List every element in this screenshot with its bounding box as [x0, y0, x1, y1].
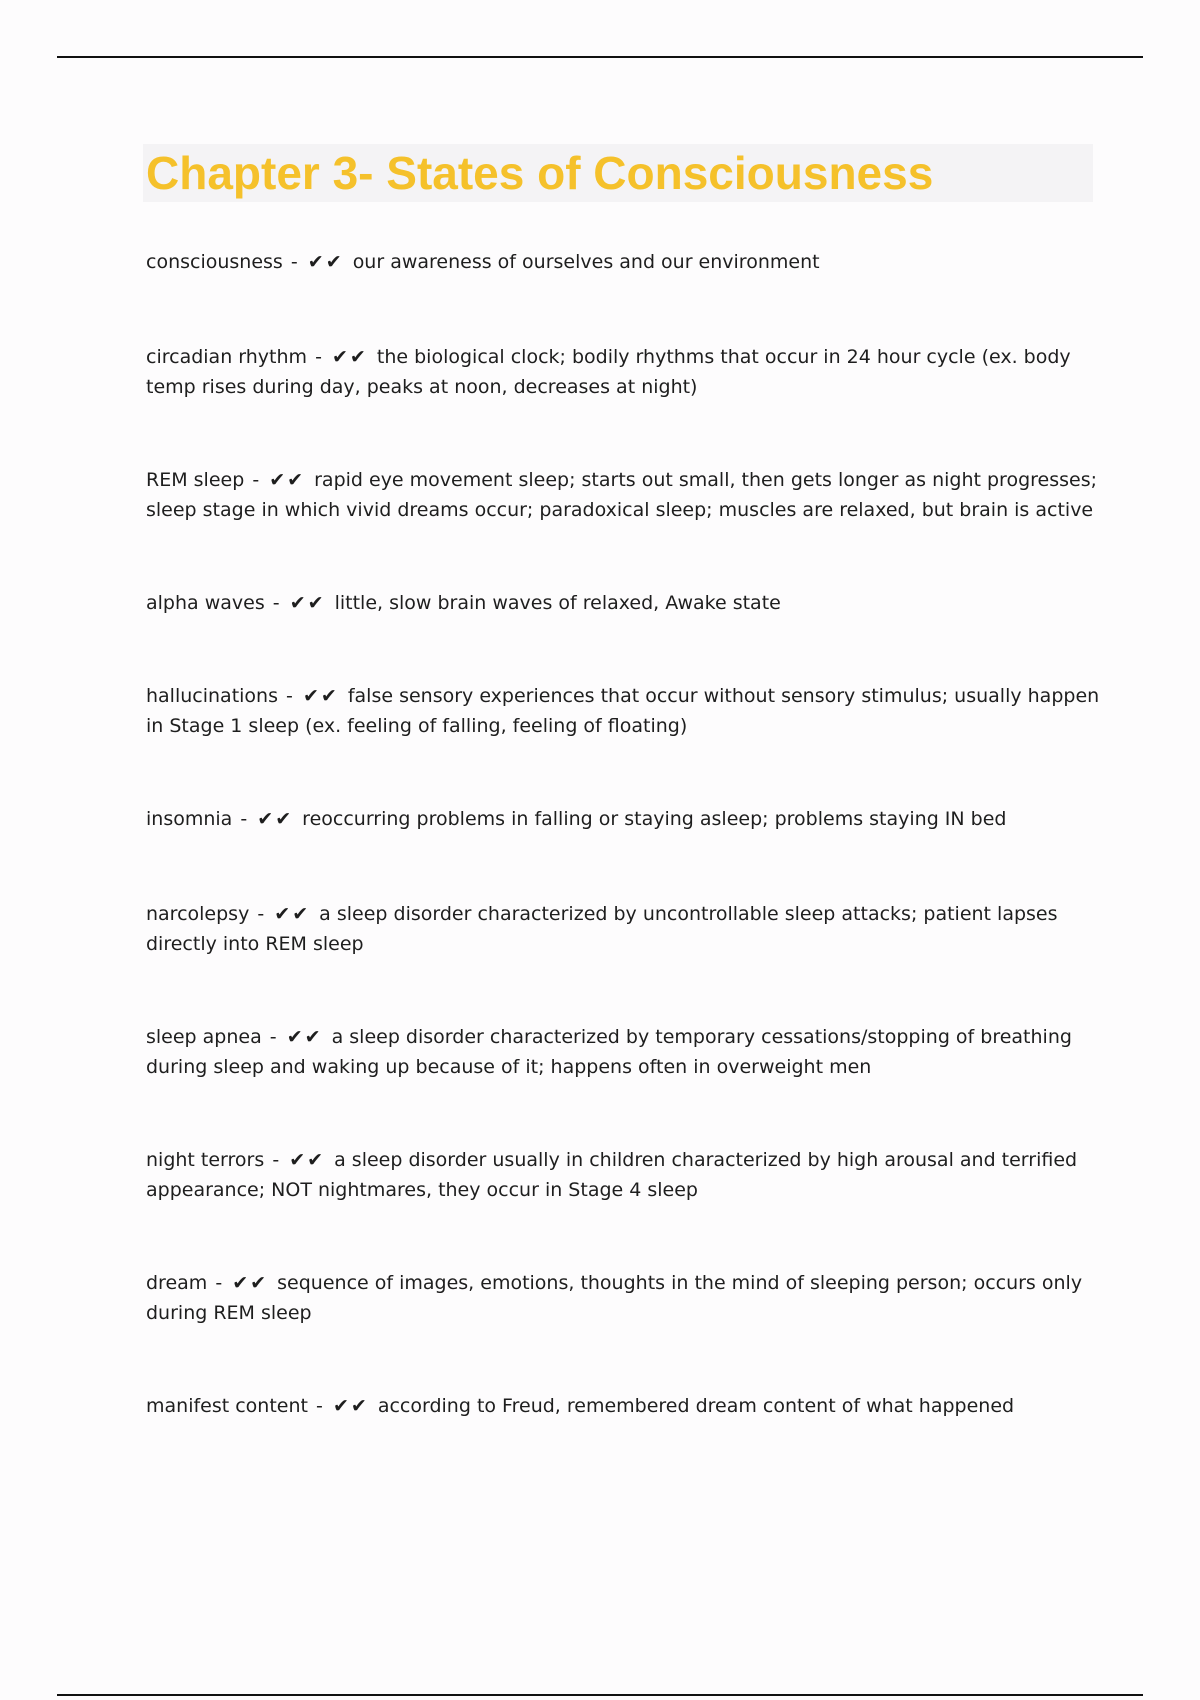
list-item [146, 465, 1106, 525]
double-check-icon: ✔✔ [332, 346, 368, 368]
list-item [146, 247, 1106, 277]
double-check-icon: ✔✔ [332, 1395, 369, 1417]
separator: - [252, 469, 260, 491]
separator: - [316, 1395, 323, 1417]
definition: according to Freud, remembered dream content of what happened [377, 1395, 1015, 1417]
double-check-icon: ✔✔ [274, 903, 311, 925]
double-check-icon: ✔✔ [232, 1272, 269, 1294]
bottom-rule [57, 1694, 1143, 1696]
definition: false sensory experiences that occur without sensory stimulus; usually happen in Stage 1 sleep (ex. feeling of falling, feeling of floating) [146, 685, 1100, 737]
term: alpha waves [146, 592, 265, 614]
separator: - [286, 685, 293, 707]
list-item [146, 1022, 1106, 1082]
list-item [146, 804, 1106, 834]
definition: little, slow brain waves of relaxed, Awake state [334, 592, 781, 614]
definition: sequence of images, emotions, thoughts in the mind of sleeping person; occurs only during REM sleep [146, 1272, 1083, 1324]
term: narcolepsy [146, 903, 250, 925]
definition: a sleep disorder characterized by temporary cessations/stopping of breathing during sleep and waking up because of it; happens often in overweight men [146, 1026, 1072, 1078]
term: consciousness [146, 251, 283, 273]
separator: - [290, 251, 298, 273]
separator: - [215, 1272, 223, 1294]
separator: - [315, 346, 322, 368]
double-check-icon: ✔✔ [269, 469, 306, 491]
definition: a sleep disorder usually in children characterized by high arousal and terrified appearance; NOT nightmares, they occur in Stage 4 sleep [146, 1149, 1078, 1201]
separator: - [240, 808, 248, 830]
double-check-icon: ✔✔ [307, 251, 344, 273]
definition: our awareness of ourselves and our environment [352, 251, 820, 273]
term: manifest content [146, 1395, 308, 1417]
term: insomnia [146, 808, 233, 830]
list-item [146, 342, 1106, 402]
separator: - [272, 1149, 280, 1171]
definition: rapid eye movement sleep; starts out small, then gets longer as night progresses; sleep stage in which vivid dreams occur; paradoxical sleep; muscles are relaxed, but brain is active [146, 469, 1098, 521]
double-check-icon: ✔✔ [286, 1026, 323, 1048]
list-item [146, 1145, 1106, 1205]
definition: the biological clock; bodily rhythms that occur in 24 hour cycle (ex. body temp rises during day, peaks at noon, decreases at night) [146, 346, 1071, 398]
double-check-icon: ✔✔ [289, 1149, 326, 1171]
page-title: Chapter 3- States of Consciousness [146, 147, 934, 199]
list-item [146, 1268, 1106, 1328]
list-item [146, 588, 1106, 618]
separator: - [257, 903, 265, 925]
list-item [146, 1391, 1106, 1421]
separator: - [269, 1026, 277, 1048]
term: hallucinations [146, 685, 278, 707]
list-item [146, 681, 1106, 741]
term: sleep apnea [146, 1026, 262, 1048]
top-rule [57, 56, 1143, 58]
double-check-icon: ✔✔ [302, 685, 339, 707]
term: night terrors [146, 1149, 265, 1171]
term: circadian rhythm [146, 346, 308, 368]
term: dream [146, 1272, 208, 1294]
separator: - [272, 592, 280, 614]
definition: a sleep disorder characterized by uncontrollable sleep attacks; patient lapses directly into REM sleep [146, 903, 1058, 955]
list-item [146, 899, 1106, 959]
double-check-icon: ✔✔ [289, 592, 326, 614]
definition: reoccurring problems in falling or staying asleep; problems staying IN bed [302, 808, 1007, 830]
term: REM sleep [146, 469, 245, 491]
double-check-icon: ✔✔ [257, 808, 294, 830]
